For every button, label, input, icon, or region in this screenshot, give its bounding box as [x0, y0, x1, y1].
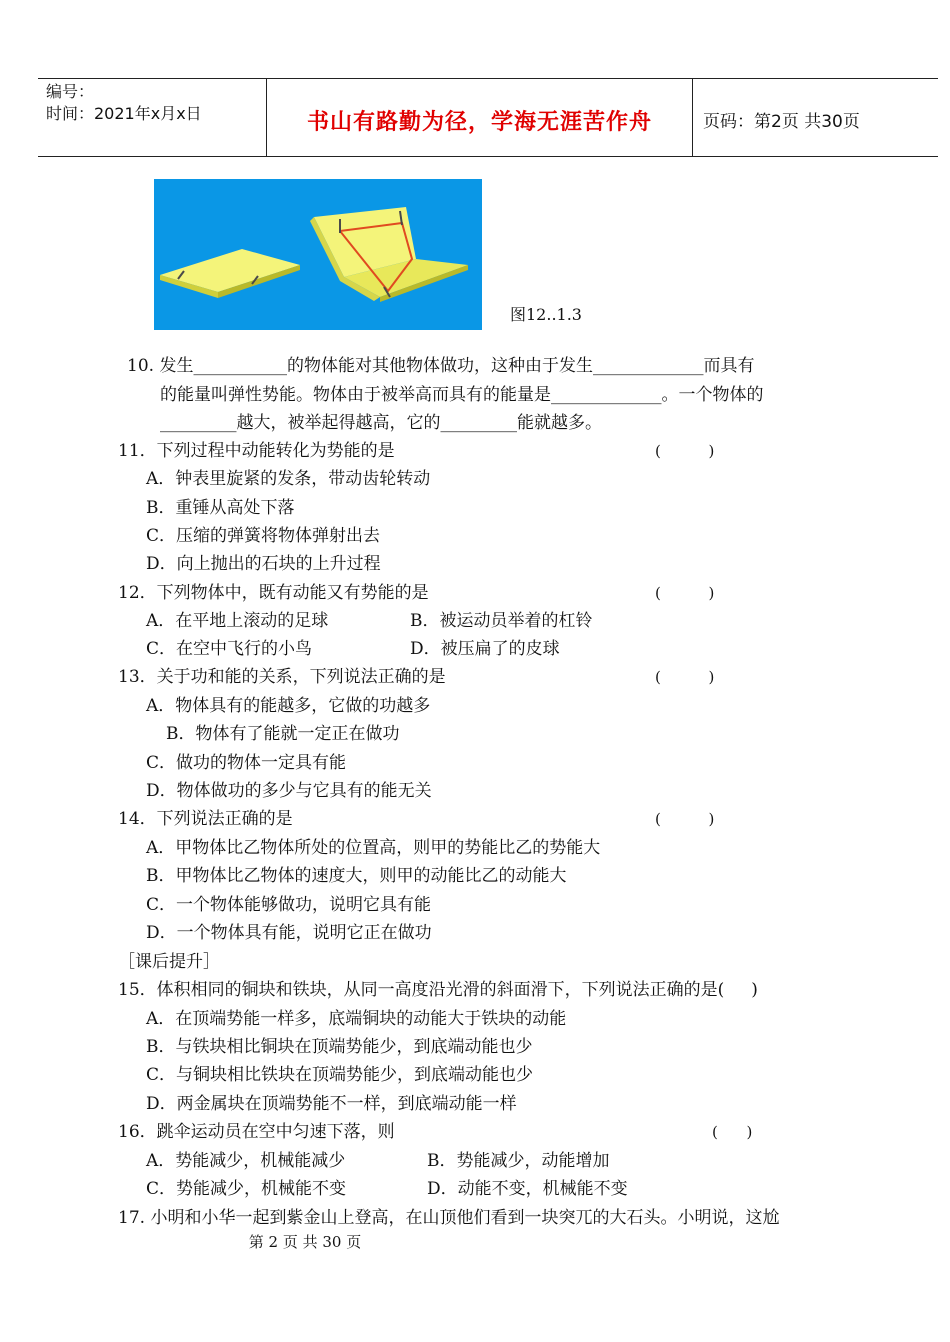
q11-answer-blank: ( )	[655, 442, 715, 460]
q16-option-a: A．势能减少，机械能减少	[146, 1151, 346, 1171]
page-info: 页码：第2页 共30页	[703, 112, 860, 132]
motto: 书山有路勤为径，学海无涯苦作舟	[306, 110, 652, 135]
q14-stem: 14．下列说法正确的是	[118, 809, 293, 829]
q13-option-a: A．物体具有的能越多，它做的功越多	[146, 696, 431, 716]
figure-image	[154, 179, 482, 330]
q14-option-c: C．一个物体能够做功，说明它具有能	[146, 895, 432, 915]
q15-stem: 15．体积相同的铜块和铁块，从同一高度沿光滑的斜面滑下，下列说法正确的是( )	[118, 980, 758, 1000]
q15-option-b: B．与铁块相比铜块在顶端势能少，到底端动能也少	[146, 1037, 533, 1057]
page-footer	[0, 1231, 950, 1252]
q12-option-a: A．在平地上滚动的足球	[146, 611, 329, 631]
q16-stem: 16．跳伞运动员在空中匀速下落，则	[118, 1122, 395, 1142]
q12-stem: 12．下列物体中，既有动能又有势能的是	[118, 583, 429, 603]
q13-answer-blank: ( )	[655, 668, 715, 686]
q10-line-3: _________越大，被举起得越高，它的_________能就越多。	[160, 413, 602, 433]
footer-page-number: 第 2 页 共 30 页	[248, 1233, 362, 1251]
q13-option-b: B．物体有了能就一定正在做功	[166, 724, 400, 744]
q15-option-a: A．在顶端势能一样多，底端铜块的动能大于铁块的动能	[146, 1009, 567, 1029]
figure-illustration	[154, 179, 482, 330]
date-line: 时间：2021年x月x日	[46, 104, 202, 123]
q16-answer-blank: ( )	[712, 1123, 753, 1141]
q14-option-d: D．一个物体具有能，说明它正在做功	[146, 923, 432, 943]
q14-option-b: B．甲物体比乙物体的速度大，则甲的动能比乙的动能大	[146, 866, 567, 886]
q13-option-d: D．物体做功的多少与它具有的能无关	[146, 781, 432, 801]
q16-option-b: B．势能减少，动能增加	[427, 1151, 610, 1171]
header-meta-cell	[38, 79, 267, 156]
q11-option-a: A．钟表里旋紧的发条，带动齿轮转动	[146, 469, 431, 489]
serial-label: 编号：	[46, 82, 95, 101]
q12-option-b: B．被运动员举着的杠铃	[410, 611, 593, 631]
figure-caption: 图12..1.3	[510, 305, 582, 324]
q15-option-d: D．两金属块在顶端势能不一样，到底端动能一样	[146, 1094, 517, 1114]
q12-option-c: C．在空中飞行的小鸟	[146, 639, 313, 659]
q13-option-c: C．做功的物体一定具有能	[146, 753, 347, 773]
q11-option-b: B．重锤从高处下落	[146, 498, 295, 518]
q10-line-2: 的能量叫弹性势能。物体由于被举高而具有的能量是_____________。一个物体的	[160, 385, 764, 405]
q16-option-c: C．势能减少，机械能不变	[146, 1179, 347, 1199]
q15-option-c: C．与铜块相比铁块在顶端势能少，到底端动能也少	[146, 1065, 534, 1085]
q14-option-a: A．甲物体比乙物体所处的位置高，则甲的势能比乙的势能大	[146, 838, 601, 858]
document-header	[38, 78, 938, 157]
header-motto-cell	[267, 79, 693, 156]
q14-answer-blank: ( )	[655, 810, 715, 828]
q13-stem: 13．关于功和能的关系，下列说法正确的是	[118, 667, 446, 687]
q17-stem: 17. 小明和小华一起到紫金山上登高，在山顶他们看到一块突兀的大石头。小明说，这尬	[118, 1208, 780, 1228]
q16-option-d: D．动能不变，机械能不变	[427, 1179, 628, 1199]
q12-answer-blank: ( )	[655, 584, 715, 602]
section-heading: ［课后提升］	[118, 952, 220, 972]
q11-option-c: C．压缩的弹簧将物体弹射出去	[146, 526, 381, 546]
q10-line-1: 10. 发生___________的物体能对其他物体做功，这种由于发生_____________而具有	[127, 356, 755, 376]
header-page-cell	[693, 79, 938, 156]
q12-option-d: D．被压扁了的皮球	[410, 639, 560, 659]
q11-option-d: D．向上抛出的石块的上升过程	[146, 554, 381, 574]
q11-stem: 11．下列过程中动能转化为势能的是	[118, 441, 395, 461]
